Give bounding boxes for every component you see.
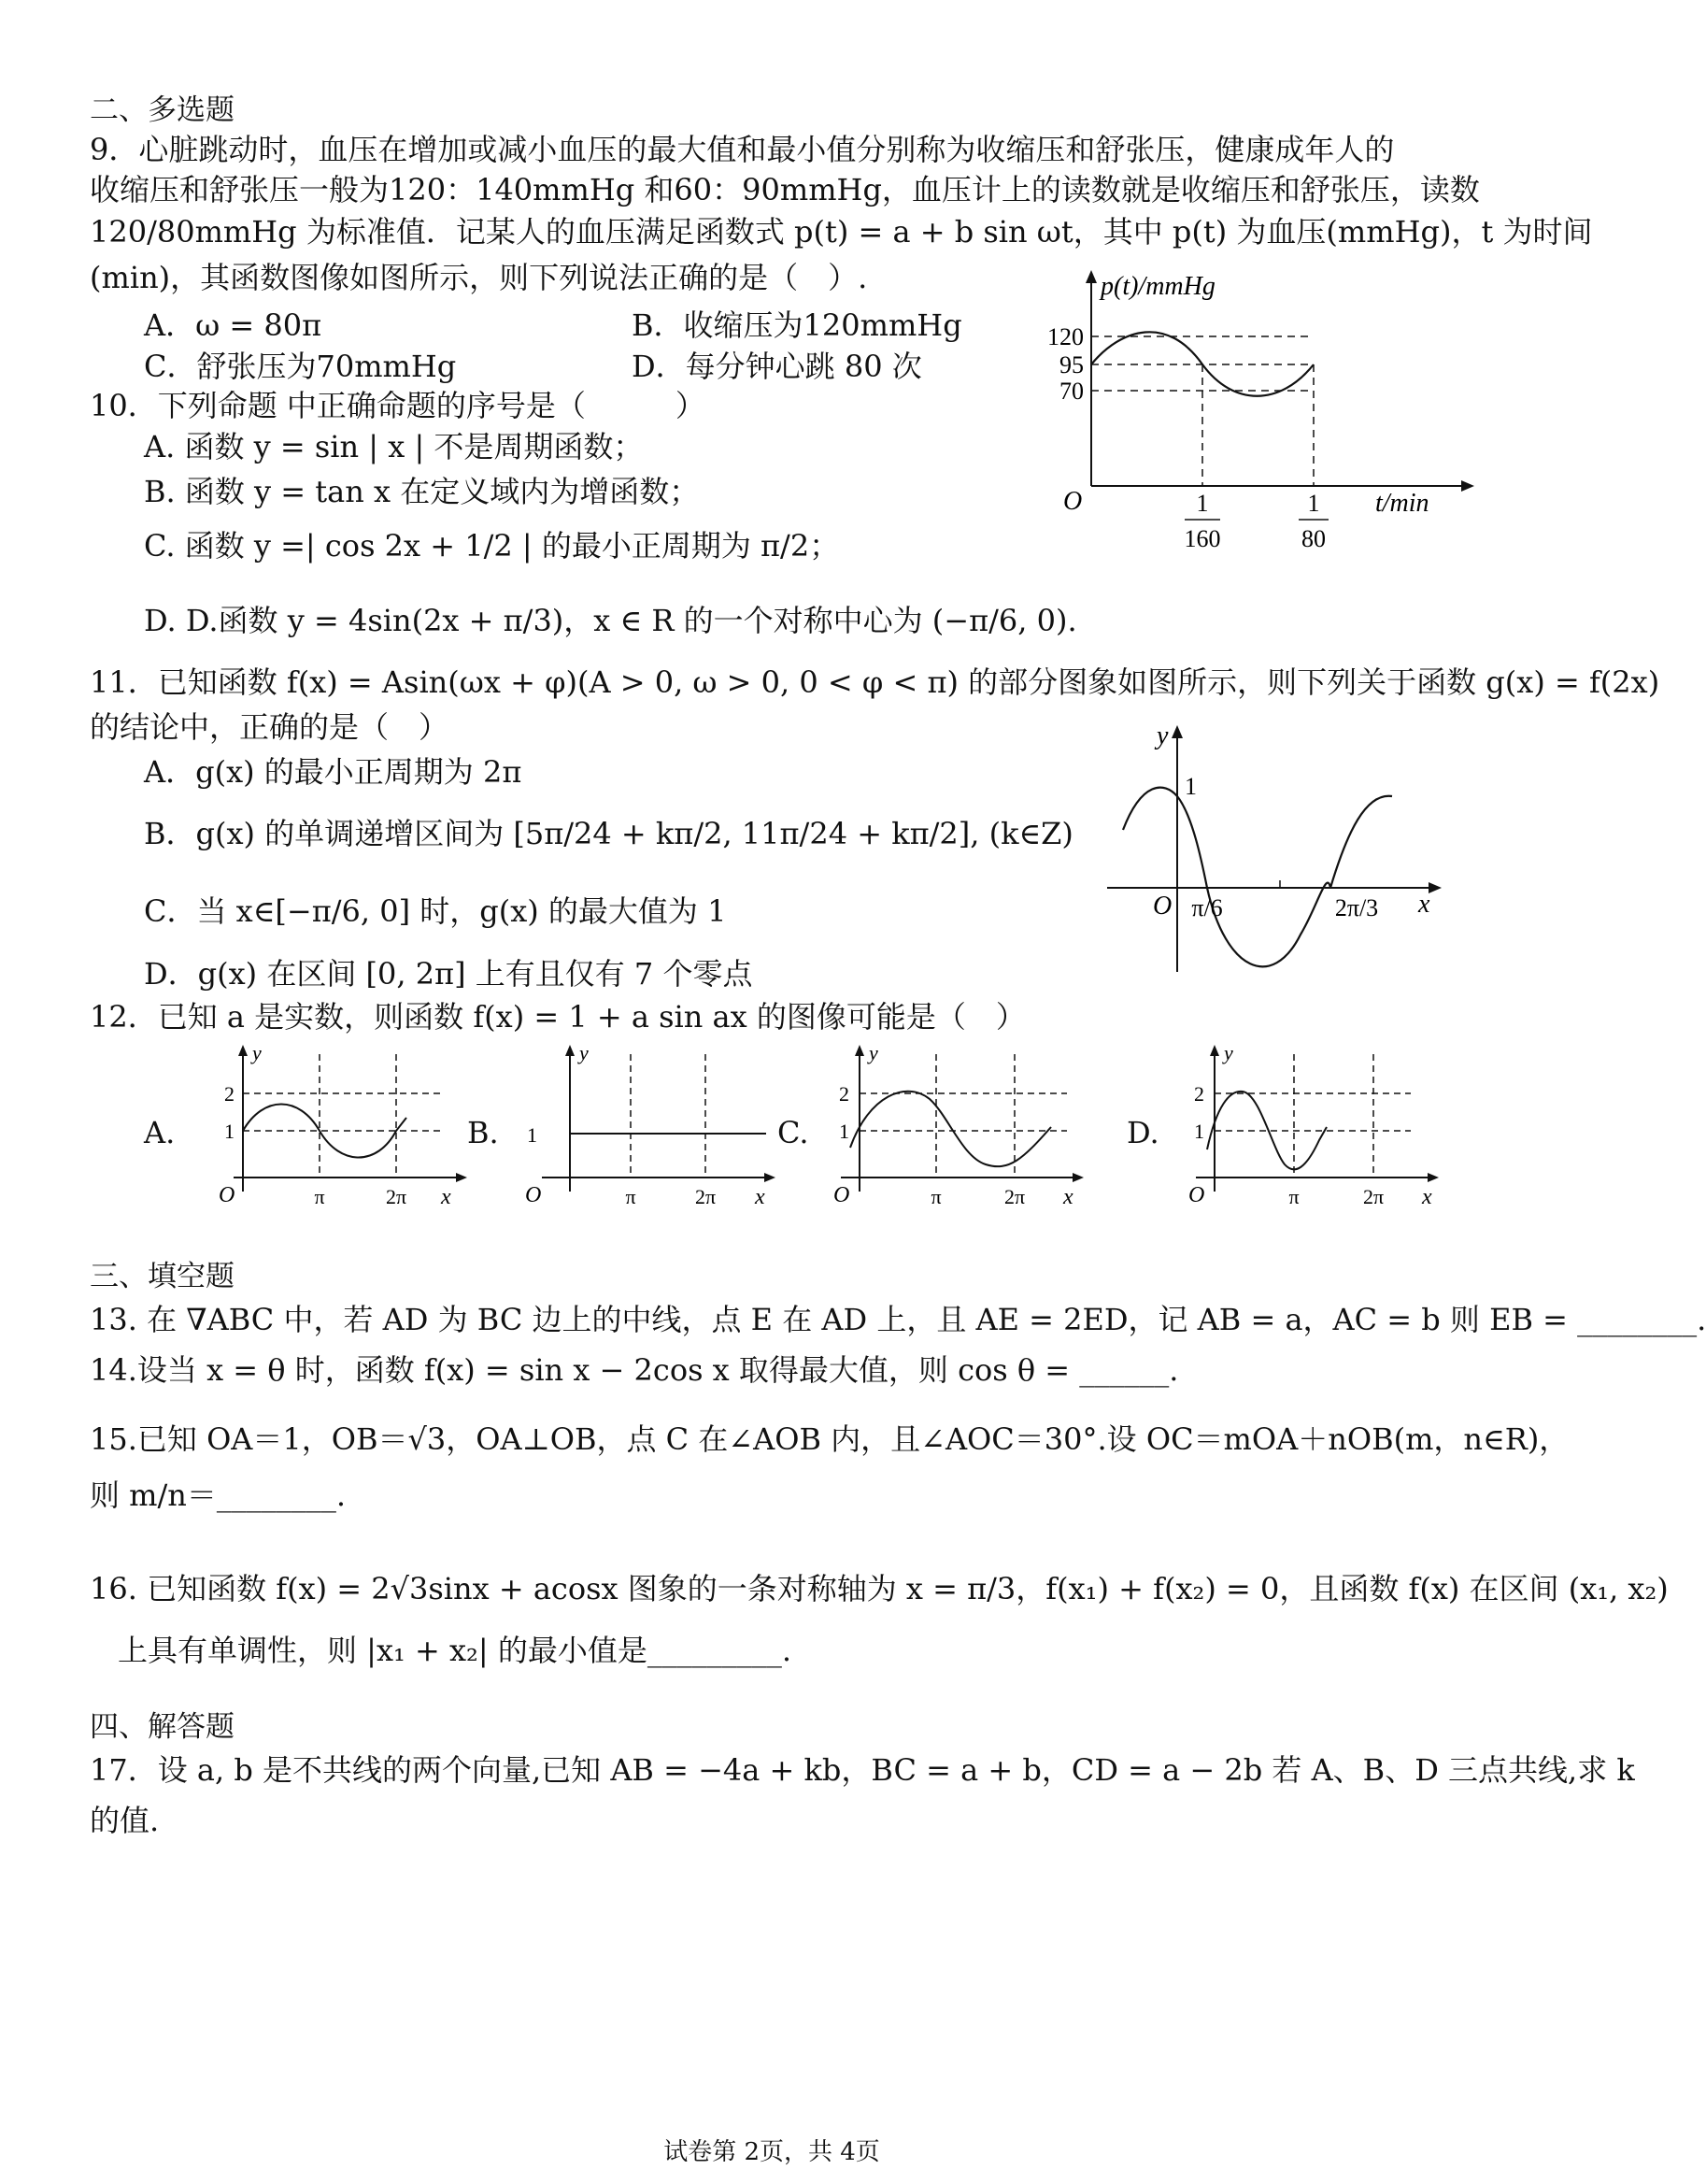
q9-line-3: 120/80mmHg 为标准值．记某人的血压满足函数式 p(t) = a + b sin ωt，其中 p(t) 为血压(mmHg)，t 为时间	[90, 214, 1593, 250]
tick-pi: π	[314, 1185, 325, 1208]
tick-2pi: 2π	[1003, 1185, 1026, 1208]
section-heading-multi-choice: 二、多选题	[90, 93, 235, 127]
x-label: x	[1422, 1185, 1432, 1209]
q11-option-b: B．g(x) 的单调递增区间为 [5π/24 + kπ/2, 11π/24 + kπ/2], (k∈Z)	[144, 816, 1073, 851]
tick-2pi: 2π	[1362, 1185, 1385, 1208]
tick-1: 1	[224, 1120, 235, 1143]
origin-label: O	[1188, 1183, 1205, 1207]
x-axis-arrow	[1461, 480, 1474, 492]
q10-option-d: D. D.函数 y = 4sin(2x + π/3)，x ∈ R 的一个对称中心为 (−π/6, 0).	[144, 603, 1077, 638]
q11-option-c: C．当 x∈[−π/6, 0] 时，g(x) 的最大值为 1	[144, 893, 727, 929]
tick-2: 2	[224, 1082, 235, 1106]
tick-2: 2	[839, 1082, 849, 1106]
q15-line-2: 则 m/n＝________.	[90, 1477, 347, 1513]
x-axis-arrow	[1073, 1173, 1084, 1182]
x-axis-arrow	[764, 1173, 775, 1182]
q12-option-d-graph	[1168, 1037, 1448, 1215]
q12-stem: 12．已知 a 是实数，则函数 f(x) = 1 + a sin ax 的图像可能是（ ）	[90, 999, 1026, 1035]
y-axis-arrow	[1086, 270, 1097, 283]
q12-option-b-graph	[514, 1037, 785, 1215]
q11-line-2: 的结论中，正确的是（ ）	[90, 709, 449, 745]
q12-option-c-graph	[822, 1037, 1093, 1215]
section-heading-fill-in: 三、填空题	[90, 1260, 235, 1293]
x-axis-arrow	[1429, 882, 1442, 893]
q12-option-b-letter: B.	[467, 1115, 499, 1150]
x-tick-pi-6: π/6	[1191, 894, 1223, 921]
y-tick-120: 120	[1047, 323, 1084, 350]
tick-pi: π	[1288, 1185, 1300, 1208]
y-axis-arrow	[1172, 725, 1183, 738]
sine-curve	[1123, 788, 1392, 967]
y-tick-70: 70	[1059, 378, 1084, 405]
x-tick-2pi-3: 2π/3	[1334, 894, 1379, 921]
q14-text: 14.设当 x = θ 时，函数 f(x) = sin x − 2cos x 取得最大值，则 cos θ = ______.	[90, 1352, 1179, 1388]
q9-line-1: 9．心脏跳动时，血压在增加或减小血压的最大值和最小值分别称为收缩压和舒张压，健康成年人的	[90, 132, 1395, 167]
origin-label: O	[1063, 487, 1083, 516]
q16-line-2: 上具有单调性，则 |x₁ + x₂| 的最小值是_________.	[118, 1633, 791, 1668]
tick-2: 2	[1194, 1082, 1204, 1106]
q10-option-c: C. 函数 y =| cos 2x + 1/2 | 的最小正周期为 π/2；	[144, 528, 840, 564]
q10-option-b: B. 函数 y = tan x 在定义域内为增函数；	[144, 474, 700, 509]
y-label: y	[869, 1041, 878, 1064]
x-tick-1-num: 1	[1196, 490, 1209, 517]
q11-option-a: A．g(x) 的最小正周期为 2π	[144, 754, 522, 790]
x-tick-1-den: 160	[1184, 525, 1221, 552]
q11-line-1: 11．已知函数 f(x) = Asin(ωx + φ)(A > 0, ω > 0, 0 < φ < π) 的部分图象如图所示，则下列关于函数 g(x) = f(2x)	[90, 664, 1660, 700]
y-label: y	[252, 1041, 262, 1064]
tick-1: 1	[527, 1123, 537, 1147]
section-heading-solutions: 四、解答题	[90, 1710, 235, 1744]
q10-option-a: A. 函数 y = sin | x | 不是周期函数；	[144, 429, 644, 464]
x-label: x	[441, 1185, 451, 1209]
q17-line-1: 17．设 a, b 是不共线的两个向量,已知 AB = −4a + kb，BC = a + b，CD = a − 2b 若 A、B、D 三点共线,求 k	[90, 1752, 1635, 1788]
y-axis-arrow	[238, 1045, 248, 1056]
q11-sine-graph	[1102, 720, 1457, 981]
q9-option-a: A．ω = 80π	[144, 307, 322, 343]
page-footer: 试卷第 2页，共 4页	[663, 2138, 880, 2166]
y-label: y	[1224, 1041, 1233, 1064]
x-axis-arrow	[456, 1173, 467, 1182]
y-axis-arrow	[855, 1045, 864, 1056]
origin-label: O	[833, 1183, 850, 1207]
q12-option-c-letter: C.	[777, 1115, 809, 1150]
q12-option-a-graph	[206, 1037, 476, 1215]
q9-blood-pressure-graph	[1028, 266, 1476, 565]
y-label: y	[579, 1041, 589, 1064]
x-label: x	[1418, 890, 1430, 919]
curve	[850, 1092, 1051, 1166]
y-tick-1: 1	[1185, 773, 1197, 800]
q13-text: 13. 在 ∇ABC 中，若 AD 为 BC 边上的中线，点 E 在 AD 上，且 AE = 2ED，记 AB = a，AC = b 则 EB = ________.	[90, 1302, 1706, 1337]
q15-line-1: 15.已知 OA＝1，OB＝√3，OA⊥OB，点 C 在∠AOB 内，且∠AOC＝30°.设 OC＝mOA＋nOB(m，n∈R)，	[90, 1421, 1570, 1457]
q16-line-1: 16. 已知函数 f(x) = 2√3sinx + acosx 图象的一条对称轴为 x = π/3，f(x₁) + f(x₂) = 0，且函数 f(x) 在区间 (x₁, x₂)	[90, 1571, 1669, 1606]
q9-option-c: C．舒张压为70mmHg	[144, 349, 457, 384]
origin-label: O	[1153, 892, 1173, 921]
y-label: y	[1157, 721, 1169, 750]
q9-option-d: D．每分钟心跳 80 次	[632, 349, 922, 384]
origin-label: O	[525, 1183, 542, 1207]
q11-option-d: D．g(x) 在区间 [0, 2π] 上有且仅有 7 个零点	[144, 956, 753, 992]
q12-option-d-letter: D.	[1127, 1115, 1159, 1150]
tick-2pi: 2π	[385, 1185, 407, 1208]
y-axis-arrow	[1210, 1045, 1219, 1056]
origin-label: O	[219, 1183, 235, 1207]
tick-1: 1	[1194, 1120, 1204, 1143]
q9-line-2: 收缩压和舒张压一般为120：140mmHg 和60：90mmHg，血压计上的读数就是收缩压和舒张压，读数	[90, 172, 1480, 207]
x-tick-2-num: 1	[1307, 490, 1320, 517]
tick-2pi: 2π	[694, 1185, 717, 1208]
tick-pi: π	[931, 1185, 942, 1208]
q12-option-a-letter: A.	[144, 1115, 176, 1150]
y-tick-95: 95	[1059, 351, 1084, 378]
x-label: x	[755, 1185, 765, 1209]
x-tick-2-den: 80	[1301, 525, 1326, 552]
y-axis-label: p(t)/mmHg	[1101, 272, 1216, 301]
q9-line-4: (min)，其函数图像如图所示，则下列说法正确的是（ ）.	[90, 260, 868, 295]
q9-option-b: B．收缩压为120mmHg	[632, 307, 962, 343]
tick-pi: π	[625, 1185, 636, 1208]
x-axis-label: t/min	[1375, 489, 1429, 518]
tick-1: 1	[839, 1120, 849, 1143]
q10-stem: 10．下列命题 中正确命题的序号是（ ）	[90, 388, 705, 423]
x-axis-arrow	[1428, 1173, 1439, 1182]
q17-line-2: 的值.	[90, 1803, 160, 1838]
y-axis-arrow	[565, 1045, 575, 1056]
x-label: x	[1063, 1185, 1073, 1209]
